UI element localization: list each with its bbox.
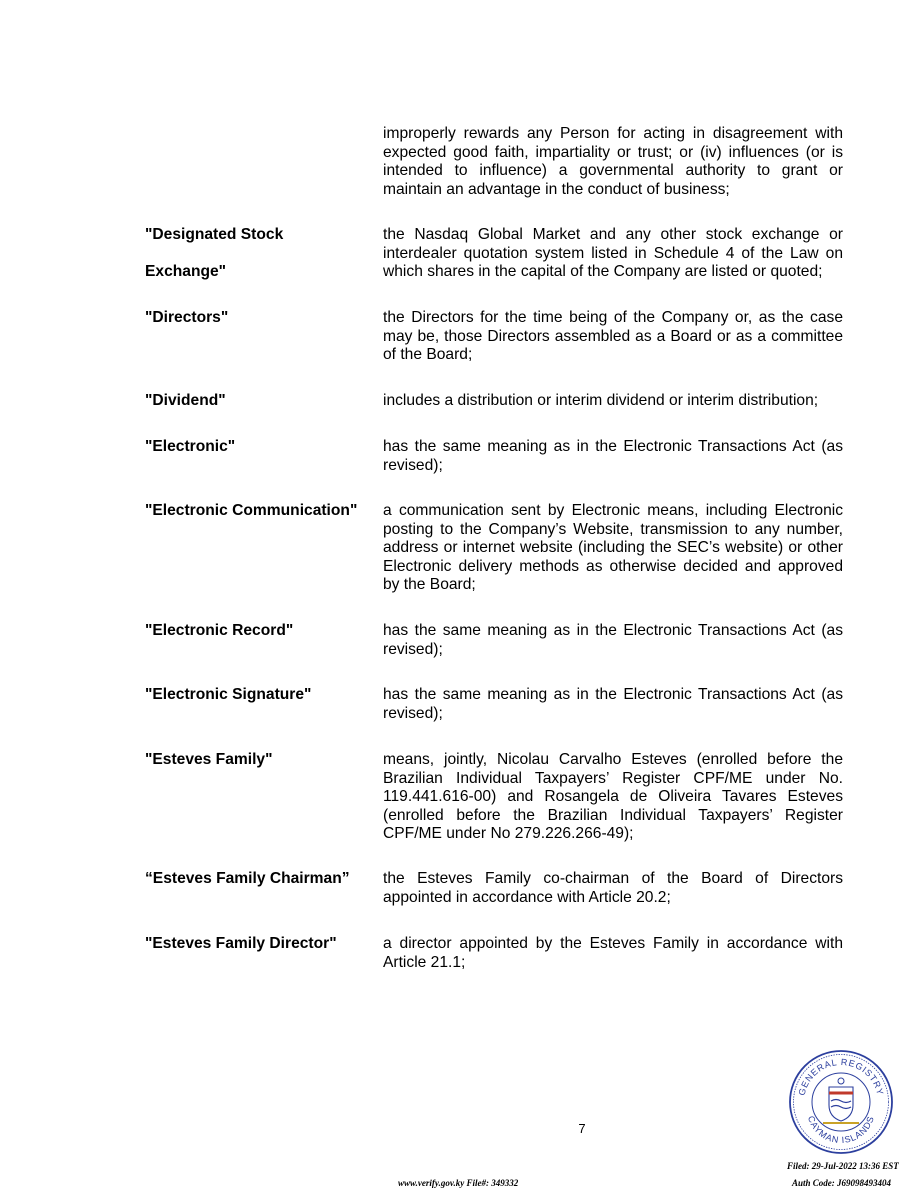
term-esteves-family-director: "Esteves Family Director" — [145, 935, 337, 952]
svg-text:GENERAL REGISTRY: GENERAL REGISTRY — [796, 1056, 886, 1097]
term-designated-stock-exchange-line2: Exchange" — [145, 263, 227, 280]
definition-esteves-family-chairman: the Esteves Family co-chairman of the Board of Directors appointed in accordance with Article 20.2; — [383, 870, 843, 906]
footer-filed-date: Filed: 29-Jul-2022 13:36 EST — [787, 1161, 899, 1171]
definition-directors: the Directors for the time being of the Company or, as the case may be, those Directors assembled as a Board or as a committee of the Board; — [383, 309, 843, 363]
general-registry-seal-icon — [787, 1049, 895, 1155]
definition-electronic: has the same meaning as in the Electronic Transactions Act (as revised); — [383, 438, 843, 474]
svg-text:CAYMAN ISLANDS: CAYMAN ISLANDS — [805, 1114, 877, 1146]
term-esteves-family-chairman: “Esteves Family Chairman” — [145, 870, 350, 887]
term-directors: "Directors" — [145, 309, 229, 326]
term-designated-stock-exchange-line1: "Designated Stock — [145, 226, 284, 243]
term-electronic-record: "Electronic Record" — [145, 622, 294, 639]
term-electronic: "Electronic" — [145, 438, 236, 455]
continuation-paragraph: improperly rewards any Person for acting in disagreement with expected good faith, impartiality or trust; or (iv) influences (or is intended to influence) a governmental authority to grant or maintain an advantage in the conduct of business; — [383, 125, 843, 198]
term-dividend: "Dividend" — [145, 392, 226, 409]
definition-dividend: includes a distribution or interim dividend or interim distribution; — [383, 392, 819, 409]
definition-designated-stock-exchange: the Nasdaq Global Market and any other stock exchange or interdealer quotation system listed in Schedule 4 of the Law on which shares in the capital of the Company are listed or quoted; — [383, 226, 843, 280]
definition-esteves-family-director: a director appointed by the Esteves Family in accordance with Article 21.1; — [383, 935, 843, 971]
definition-electronic-record: has the same meaning as in the Electronic Transactions Act (as revised); — [383, 622, 843, 658]
definition-electronic-communication: a communication sent by Electronic means, including Electronic posting to the Company’s Website, transmission to any number, address or internet website (including the SEC’s website) or other Electronic delivery methods as otherwise decided and approved by the Board; — [383, 502, 843, 593]
term-electronic-signature: "Electronic Signature" — [145, 686, 312, 703]
page-number: 7 — [578, 1121, 586, 1136]
definition-esteves-family: means, jointly, Nicolau Carvalho Esteves (enrolled before the Brazilian Individual Taxpayers’ Register CPF/ME under No. 119.441.616-00) and Rosangela de Oliveira Tavares Esteves (enrolled before the Brazilian Individual Taxpayers’ Register CPF/ME under No 279.226.266-49); — [383, 751, 843, 842]
footer-verify-url: www.verify.gov.ky File#: 349332 — [398, 1178, 519, 1188]
term-esteves-family: "Esteves Family" — [145, 751, 273, 768]
term-electronic-communication: "Electronic Communication" — [145, 502, 358, 519]
footer-auth-code: Auth Code: J69098493404 — [792, 1178, 892, 1188]
definition-electronic-signature: has the same meaning as in the Electronic Transactions Act (as revised); — [383, 686, 843, 722]
